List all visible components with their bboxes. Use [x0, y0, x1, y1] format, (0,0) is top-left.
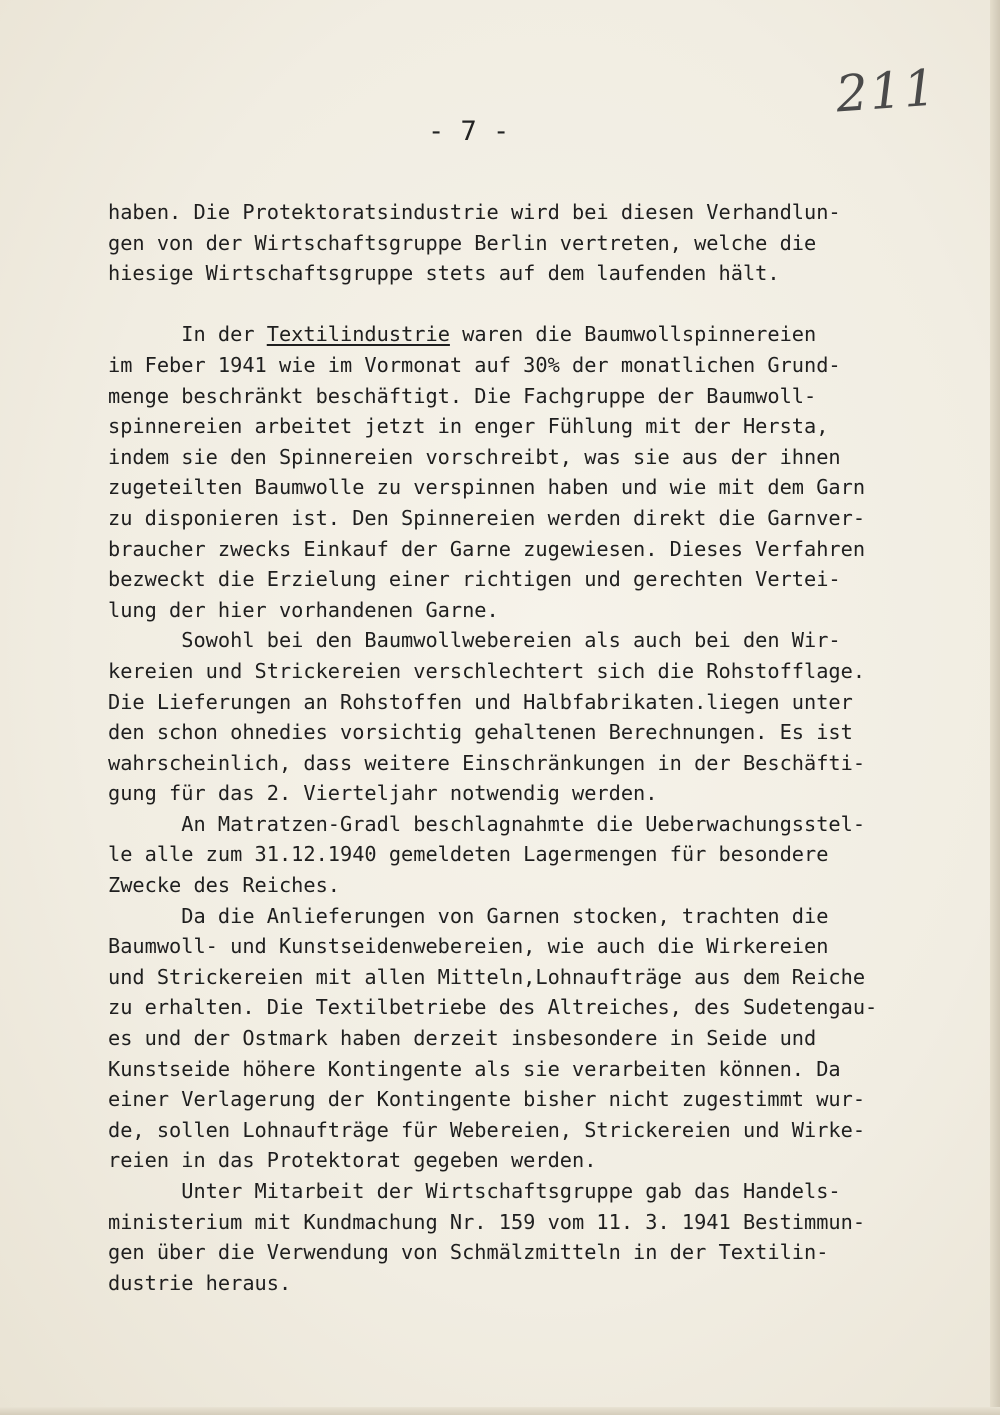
handwritten-page-number: 211 — [834, 58, 940, 124]
text-line: An Matratzen-Gradl beschlagnahmte die Ueberwachungsstel- — [108, 811, 866, 836]
underlined-term: Textilindustrie — [266, 322, 450, 347]
text-line: einer Verlagerung der Kontingente bisher nicht zugestimmt wur- — [108, 1087, 866, 1112]
line-text: In der — [108, 322, 267, 347]
text-line: es und der Ostmark haben derzeit insbesondere in Seide und — [108, 1026, 817, 1051]
text-line: reien in das Protektorat gegeben werden. — [108, 1148, 597, 1173]
text-line: und Strickereien mit allen Mitteln,Lohnaufträge aus dem Reiche — [108, 964, 866, 989]
text-line: haben. Die Protektoratsindustrie wird bei diesen Verhandlun- — [108, 200, 841, 224]
text-line: Sowohl bei den Baumwollwebereien als auch bei den Wir- — [108, 628, 841, 653]
text-line: den schon ohnedies vorsichtig gehaltenen Berechnungen. Es ist — [108, 720, 853, 745]
page-number: - 7 - — [428, 116, 510, 147]
text-line: Baumwoll- und Kunstseidenwebereien, wie auch die Wirkereien — [108, 934, 829, 959]
text-line — [108, 319, 908, 350]
page-bottom-edge — [0, 1407, 1000, 1415]
text-line: le alle zum 31.12.1940 gemeldeten Lagermengen für besondere — [108, 842, 829, 867]
text-line: Da die Anlieferungen von Garnen stocken, trachten die — [108, 903, 829, 928]
text-line: spinnereien arbeitet jetzt in enger Fühlung mit der Hersta, — [108, 414, 829, 439]
text-line: im Feber 1941 wie im Vormonat auf 30% der monatlichen Grund- — [108, 352, 841, 377]
line-text: waren die Baumwollspinnereien — [449, 322, 817, 347]
text-line: zugeteilten Baumwolle zu verspinnen haben und wie mit dem Garn — [108, 475, 866, 500]
text-line: Zwecke des Reiches. — [108, 873, 340, 898]
text-line: wahrscheinlich, dass weitere Einschränkungen in der Beschäfti- — [108, 750, 866, 775]
text-line: gung für das 2. Vierteljahr notwendig werden. — [108, 781, 658, 806]
text-line: gen von der Wirtschaftsgruppe Berlin vertreten, welche die — [108, 230, 817, 255]
text-line: ministerium mit Kundmachung Nr. 159 vom 11. 3. 1941 Bestimmun- — [108, 1209, 866, 1234]
text-line: gen über die Verwendung von Schmälzmitteln in der Textilin- — [108, 1240, 829, 1265]
text-line: Die Lieferungen an Rohstoffen und Halbfabrikaten.liegen unter — [108, 689, 853, 714]
page-right-edge — [990, 0, 1000, 1415]
text-line: zu erhalten. Die Textilbetriebe des Altreiches, des Sudetengau- — [108, 995, 878, 1020]
text-line: de, sollen Lohnaufträge für Webereien, Strickereien und Wirke- — [108, 1117, 866, 1142]
text-line: bezweckt die Erzielung einer richtigen und gerechten Vertei- — [108, 567, 841, 592]
text-line: dustrie heraus. — [108, 1270, 292, 1295]
text-line: kereien und Strickereien verschlechtert sich die Rohstofflage. — [108, 658, 866, 683]
text-line: hiesige Wirtschaftsgruppe stets auf dem laufenden hält. — [108, 261, 780, 286]
text-line: menge beschränkt beschäftigt. Die Fachgruppe der Baumwoll- — [108, 383, 817, 408]
text-line: Kunstseide höhere Kontingente als sie verarbeiten können. Da — [108, 1056, 841, 1081]
text-line: Unter Mitarbeit der Wirtschaftsgruppe gab das Handels- — [108, 1179, 841, 1203]
text-line: braucher zwecks Einkauf der Garne zugewiesen. Dieses Verfahren — [108, 536, 866, 561]
text-line: indem sie den Spinnereien vorschreibt, was sie aus der ihnen — [108, 444, 841, 469]
document-body — [108, 197, 908, 1298]
text-line: lung der hier vorhandenen Garne. — [108, 597, 499, 622]
text-line: zu disponieren ist. Den Spinnereien werden direkt die Garnver- — [108, 505, 866, 530]
paragraph-gap — [108, 289, 908, 320]
